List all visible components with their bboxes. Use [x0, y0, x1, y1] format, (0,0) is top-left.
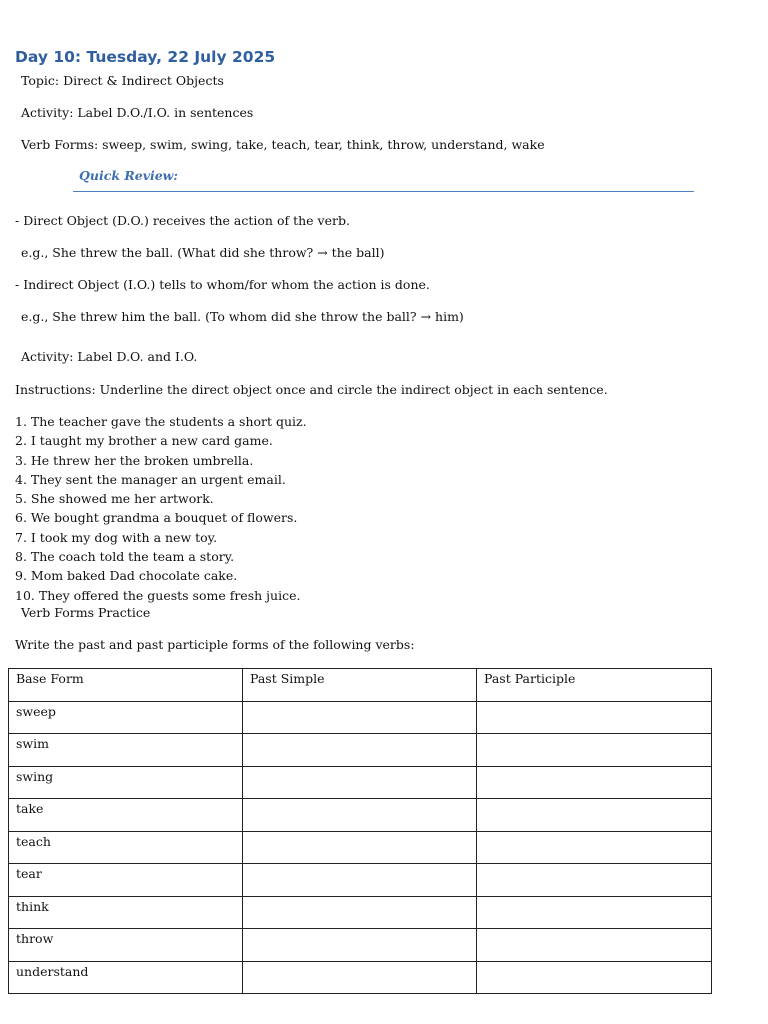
base-form-cell: teach [9, 831, 243, 864]
table-row [9, 766, 712, 799]
past-participle-cell[interactable] [477, 896, 712, 929]
past-simple-cell[interactable] [243, 961, 477, 994]
table-row [9, 864, 712, 897]
base-form-cell: think [9, 896, 243, 929]
verb-practice-heading: Verb Forms Practice [21, 605, 151, 620]
verb-practice-instructions: Write the past and past participle forms of the following verbs: [15, 637, 415, 652]
quick-review-divider [73, 191, 694, 192]
quick-review-heading: Quick Review: [79, 168, 179, 183]
table-row [9, 831, 712, 864]
base-form-cell: throw [9, 929, 243, 962]
past-simple-cell[interactable] [243, 734, 477, 767]
page-title: Day 10: Tuesday, 22 July 2025 [15, 48, 276, 66]
topic-line: Topic: Direct & Indirect Objects [21, 73, 224, 88]
past-simple-cell[interactable] [243, 896, 477, 929]
list-item: 8. The coach told the team a story. [15, 549, 235, 565]
column-header-past-participle: Past Participle [477, 669, 712, 702]
past-participle-cell[interactable] [477, 799, 712, 832]
base-form-cell: tear [9, 864, 243, 897]
past-participle-cell[interactable] [477, 734, 712, 767]
activity-heading: Activity: Label D.O. and I.O. [21, 349, 198, 364]
table-row [9, 799, 712, 832]
list-item: 4. They sent the manager an urgent email. [15, 471, 286, 487]
list-item: 5. She showed me her artwork. [15, 491, 214, 507]
table-row [9, 734, 712, 767]
table-row [9, 929, 712, 962]
activity-line: Activity: Label D.O./I.O. in sentences [21, 105, 254, 120]
list-item: 1. The teacher gave the students a short quiz. [15, 414, 307, 429]
verb-forms-table [8, 668, 712, 994]
past-participle-cell[interactable] [477, 766, 712, 799]
past-participle-cell[interactable] [477, 961, 712, 994]
list-item: 3. He threw her the broken umbrella. [15, 452, 254, 468]
past-simple-cell[interactable] [243, 929, 477, 962]
base-form-cell: swing [9, 766, 243, 799]
base-form-cell: understand [9, 961, 243, 994]
sentence-list [15, 412, 307, 605]
column-header-past-simple: Past Simple [243, 669, 477, 702]
list-item: 9. Mom baked Dad chocolate cake. [15, 568, 238, 584]
past-simple-cell[interactable] [243, 799, 477, 832]
past-participle-cell[interactable] [477, 831, 712, 864]
past-simple-cell[interactable] [243, 864, 477, 897]
list-item: 10. They offered the guests some fresh juice. [15, 587, 301, 603]
past-simple-cell[interactable] [243, 766, 477, 799]
table-row [9, 961, 712, 994]
past-simple-cell[interactable] [243, 831, 477, 864]
table-row [9, 896, 712, 929]
base-form-cell: swim [9, 734, 243, 767]
table-row [9, 701, 712, 734]
past-simple-cell[interactable] [243, 701, 477, 734]
review-example: e.g., She threw the ball. (What did she throw? → the ball) [21, 245, 385, 260]
list-item: 2. I taught my brother a new card game. [15, 433, 273, 449]
list-item: 7. I took my dog with a new toy. [15, 529, 218, 545]
list-item: 6. We bought grandma a bouquet of flowers. [15, 510, 298, 526]
review-line: - Direct Object (D.O.) receives the action of the verb. [15, 213, 350, 228]
review-line: - Indirect Object (I.O.) tells to whom/for whom the action is done. [15, 277, 430, 292]
review-example: e.g., She threw him the ball. (To whom did she throw the ball? → him) [21, 309, 464, 324]
table-header-row [9, 669, 712, 702]
past-participle-cell[interactable] [477, 929, 712, 962]
base-form-cell: sweep [9, 701, 243, 734]
verb-forms-line: Verb Forms: sweep, swim, swing, take, teach, tear, think, throw, understand, wake [21, 137, 545, 152]
base-form-cell: take [9, 799, 243, 832]
activity-instructions: Instructions: Underline the direct object once and circle the indirect object in each sentence. [15, 382, 608, 397]
past-participle-cell[interactable] [477, 701, 712, 734]
column-header-base-form: Base Form [9, 669, 243, 702]
past-participle-cell[interactable] [477, 864, 712, 897]
